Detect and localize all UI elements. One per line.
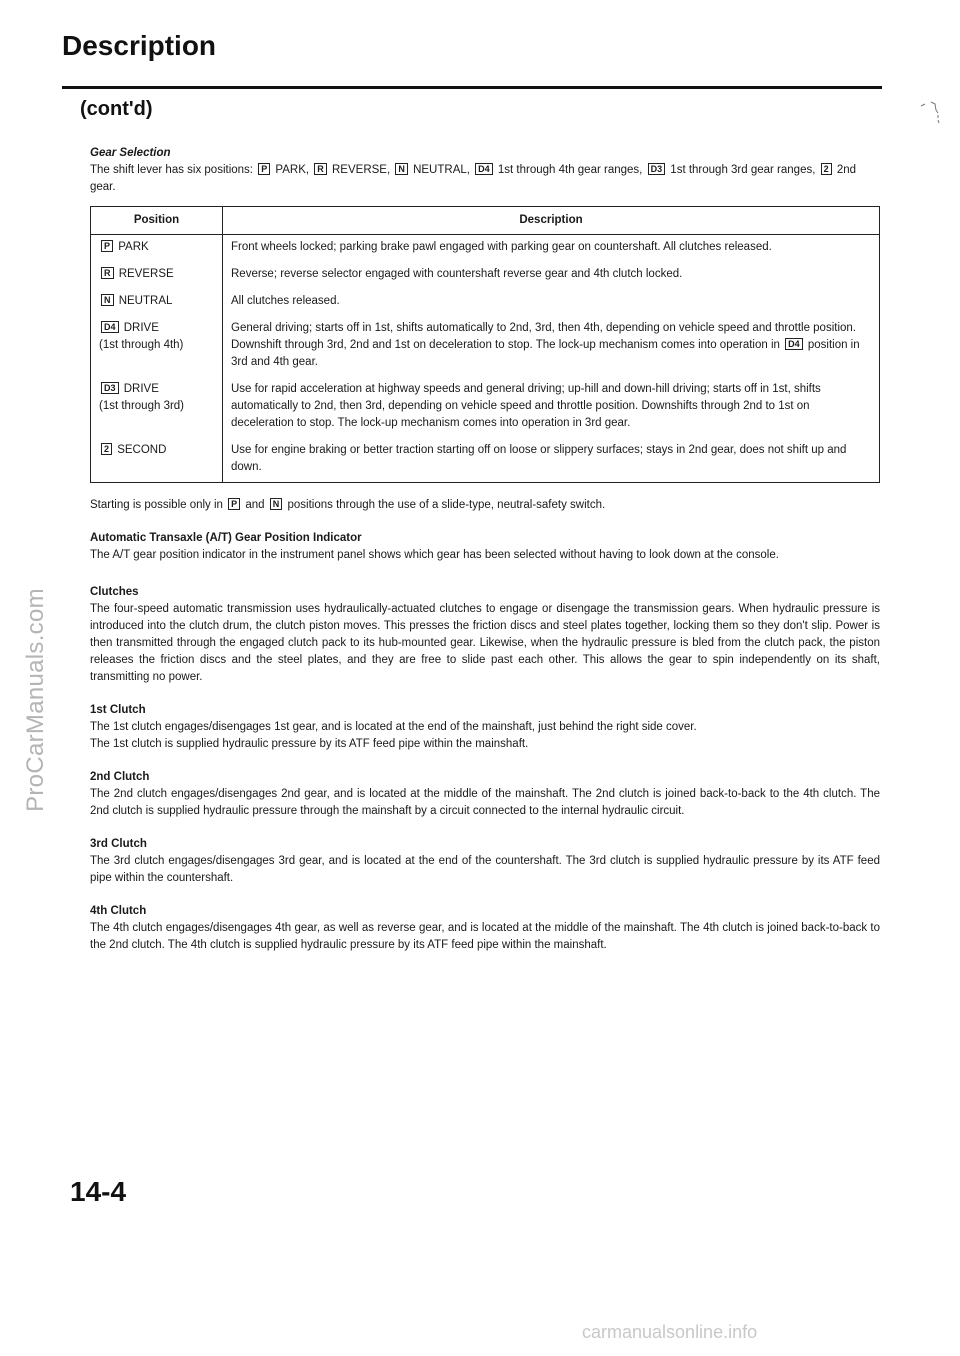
clutch-4-heading: 4th Clutch	[90, 905, 147, 917]
table-row	[91, 289, 880, 316]
gear-badge-2: 2	[821, 163, 832, 175]
clutch-2-body: The 2nd clutch engages/disengages 2nd gear, and is located at the middle of the mainshaft. The 2nd clutch is joined back-to-back to the 4th clutch. The 2nd clutch is supplied hydraulic pressure through the mainshaft by a circuit connected to the internal hydraulic circuit.	[90, 788, 880, 817]
intro-text: 1st through 4th gear ranges,	[497, 164, 643, 176]
position-label: PARK	[118, 241, 149, 253]
footer-watermark: carmanualsonline.info	[582, 1322, 758, 1342]
description-cell: Use for engine braking or better traction starting off on loose or slippery surfaces; stays in 2nd gear, does not shift up and down.	[223, 438, 880, 483]
indicator-heading: Automatic Transaxle (A/T) Gear Position Indicator	[90, 532, 362, 544]
starting-note	[90, 497, 880, 514]
position-cell	[91, 316, 223, 377]
gear-badge: R	[101, 267, 114, 279]
gear-badge-p: P	[258, 163, 270, 175]
clutch-1-heading: 1st Clutch	[90, 704, 146, 716]
description-cell: Use for rapid acceleration at highway speeds and general driving; up-hill and down-hill driving; starts off in 1st, shifts automatically to 2nd, then 3rd, depending on vehicle speed and throttle position. Downshifts through 2nd to 1st on deceleration to stop. The lock-up mechanism comes into operation in 3rd gear.	[223, 377, 880, 438]
table-row	[91, 377, 880, 438]
gear-selection-intro	[90, 162, 880, 196]
gear-badge-d3: D3	[648, 163, 666, 175]
gear-badge-p: P	[228, 498, 240, 510]
table-row	[91, 438, 880, 483]
clutch-1-line-2: The 1st clutch is supplied hydraulic pressure by its ATF feed pipe within the mainshaft.	[90, 738, 529, 750]
position-cell	[91, 289, 223, 316]
content	[90, 145, 880, 954]
gear-badge-d4: D4	[475, 163, 493, 175]
position-label: SECOND	[117, 444, 167, 456]
description-text: General driving; starts off in 1st, shifts automatically to 2nd, 3rd, then 4th, depending on vehicle speed and throttle position. Downshift through 3rd, 2nd and 1st on deceleration to stop. The lock-up mechanism comes into operation in	[231, 322, 856, 351]
starting-text: Starting is possible only in	[90, 499, 223, 511]
gear-selection-heading: Gear Selection	[90, 147, 171, 159]
clutch-3-body: The 3rd clutch engages/disengages 3rd gear, and is located at the end of the countershaft. The 3rd clutch is supplied hydraulic pressure by its ATF feed pipe within the countershaft.	[90, 855, 880, 884]
corner-mark-icon	[918, 98, 944, 128]
starting-text: and	[245, 499, 265, 511]
table-row	[91, 316, 880, 377]
intro-text: NEUTRAL,	[413, 164, 470, 176]
description-cell: All clutches released.	[223, 289, 880, 316]
gear-badge-n: N	[395, 163, 408, 175]
watermark	[16, 420, 56, 980]
page-number: 14-4	[70, 1176, 127, 1207]
position-cell	[91, 235, 223, 263]
watermark-text: ProCarManuals.com	[22, 588, 49, 812]
table-row	[91, 262, 880, 289]
clutch-1-line-1: The 1st clutch engages/disengages 1st gear, and is located at the end of the mainshaft, just behind the right side cover.	[90, 721, 697, 733]
description-cell	[223, 316, 880, 377]
position-cell	[91, 438, 223, 483]
intro-text: REVERSE,	[332, 164, 391, 176]
gear-badge: N	[101, 294, 114, 306]
position-label: REVERSE	[118, 268, 174, 280]
position-cell	[91, 262, 223, 289]
column-header-position: Position	[91, 207, 223, 235]
intro-text: 1st through 3rd gear ranges,	[670, 164, 816, 176]
gear-position-table	[90, 206, 880, 483]
starting-text: positions through the use of a slide-type, neutral-safety switch.	[287, 499, 606, 511]
intro-text: 2nd gear.	[90, 164, 857, 193]
page-title: Description	[62, 30, 217, 61]
position-label: DRIVE	[123, 383, 159, 395]
gear-badge-n: N	[270, 498, 283, 510]
description-cell: Reverse; reverse selector engaged with countershaft reverse gear and 4th clutch locked.	[223, 262, 880, 289]
column-header-description: Description	[223, 207, 880, 235]
table-row	[91, 235, 880, 263]
description-cell: Front wheels locked; parking brake pawl engaged with parking gear on countershaft. All clutches released.	[223, 235, 880, 263]
gear-badge-r: R	[314, 163, 327, 175]
gear-badge-d4: D4	[785, 338, 803, 350]
gear-badge: D3	[101, 382, 119, 394]
description-text: position in 3rd and 4th gear.	[231, 339, 860, 368]
position-label: NEUTRAL	[118, 295, 173, 307]
intro-text: The shift lever has six positions:	[90, 164, 253, 176]
clutches-heading: Clutches	[90, 586, 139, 598]
position-sublabel: (1st through 3rd)	[99, 400, 185, 412]
position-cell	[91, 377, 223, 438]
clutch-3-heading: 3rd Clutch	[90, 838, 147, 850]
gear-badge: D4	[101, 321, 119, 333]
header-rule	[62, 86, 882, 89]
clutch-2-heading: 2nd Clutch	[90, 771, 150, 783]
gear-badge: P	[101, 240, 113, 252]
page-subtitle: (cont'd)	[80, 98, 153, 120]
intro-text: PARK,	[275, 164, 310, 176]
indicator-body: The A/T gear position indicator in the instrument panel shows which gear has been selected without having to look down at the console.	[90, 549, 779, 561]
gear-badge: 2	[101, 443, 112, 455]
table-header-row	[91, 207, 880, 235]
clutches-body: The four-speed automatic transmission uses hydraulically-actuated clutches to engage or disengage the transmission gears. When hydraulic pressure is introduced into the clutch drum, the clutch piston moves. This presses the friction discs and steel plates together, locking them so they don't slip. Power is then transmitted through the engaged clutch pack to its hub-mounted gear. Likewise, when the hydraulic pressure is bled from the clutch pack, the piston releases the friction discs and the steel plates, and they are free to slide past each other. This allows the gear to spin independently on its shaft, transmitting no power.	[90, 603, 880, 683]
position-sublabel: (1st through 4th)	[99, 339, 184, 351]
position-label: DRIVE	[123, 322, 159, 334]
clutch-4-body: The 4th clutch engages/disengages 4th gear, as well as reverse gear, and is located at the middle of the mainshaft. The 4th clutch is joined back-to-back to the 2nd clutch. The 4th clutch is supplied hydraulic pressure by its ATF feed pipe within the mainshaft.	[90, 922, 880, 951]
